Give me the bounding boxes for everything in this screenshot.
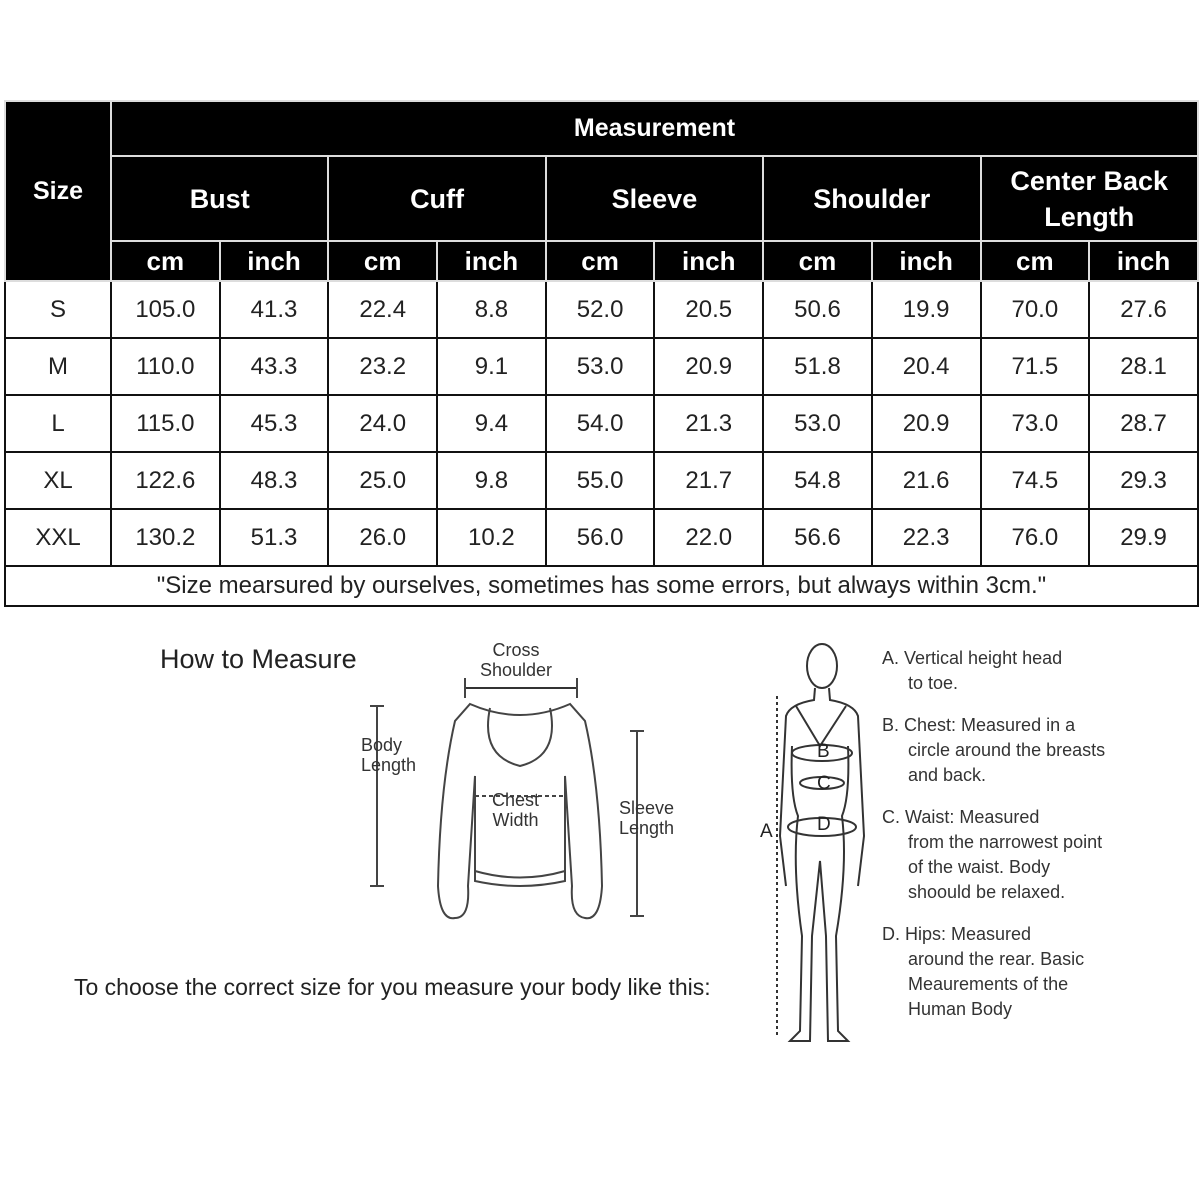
label-line: Width <box>492 810 539 830</box>
label-line: Length <box>361 755 417 775</box>
value-cell: 22.3 <box>872 509 981 566</box>
unit-header-cm: cm <box>328 241 437 281</box>
unit-header-inch: inch <box>437 241 546 281</box>
note-item <box>882 646 1112 696</box>
value-cell: 22.0 <box>654 509 763 566</box>
value-cell: 43.3 <box>220 338 329 395</box>
value-cell: 22.4 <box>328 281 437 338</box>
value-cell: 20.9 <box>654 338 763 395</box>
note-lead: D. Hips: Measured <box>882 924 1032 944</box>
group-header-cuff: Cuff <box>328 156 545 241</box>
label-line: Cross <box>492 640 540 660</box>
body-length-label <box>361 735 416 775</box>
value-cell: 19.9 <box>872 281 981 338</box>
size-chart-table <box>4 100 1199 607</box>
note-detail: circle around the breasts and back. <box>908 740 1106 785</box>
note-detail: from the narrowest point of the waist. Body shoould be relaxed. <box>908 832 1103 902</box>
value-cell: 9.8 <box>437 452 546 509</box>
marker-b: B <box>817 741 830 762</box>
value-cell: 76.0 <box>981 509 1090 566</box>
value-cell: 20.4 <box>872 338 981 395</box>
value-cell: 29.9 <box>1089 509 1198 566</box>
value-cell: 73.0 <box>981 395 1090 452</box>
value-cell: 105.0 <box>111 281 220 338</box>
instruction-text: To choose the correct size for you measure your body like this: <box>74 974 711 1000</box>
value-cell: 53.0 <box>763 395 872 452</box>
note-lead: C. Waist: Measured <box>882 807 1040 827</box>
value-cell: 20.5 <box>654 281 763 338</box>
value-cell: 25.0 <box>328 452 437 509</box>
size-cell: L <box>5 395 111 452</box>
label-line: Shoulder <box>480 660 553 680</box>
value-cell: 24.0 <box>328 395 437 452</box>
group-header-bust: Bust <box>111 156 328 241</box>
size-header: Size <box>5 101 111 281</box>
note-detail: around the rear. Basic Meaurements of the Human Body <box>908 949 1085 1019</box>
group-header-sleeve: Sleeve <box>546 156 763 241</box>
size-cell: XXL <box>5 509 111 566</box>
value-cell: 9.4 <box>437 395 546 452</box>
value-cell: 115.0 <box>111 395 220 452</box>
unit-header-inch: inch <box>220 241 329 281</box>
value-cell: 54.0 <box>546 395 655 452</box>
table-row <box>5 338 1198 395</box>
label-line: Body <box>361 735 403 755</box>
marker-d: D <box>817 814 831 835</box>
marker-a: A <box>760 821 773 842</box>
value-cell: 28.1 <box>1089 338 1198 395</box>
value-cell: 27.6 <box>1089 281 1198 338</box>
value-cell: 70.0 <box>981 281 1090 338</box>
unit-header-inch: inch <box>654 241 763 281</box>
value-cell: 122.6 <box>111 452 220 509</box>
value-cell: 20.9 <box>872 395 981 452</box>
value-cell: 71.5 <box>981 338 1090 395</box>
size-cell: M <box>5 338 111 395</box>
value-cell: 51.3 <box>220 509 329 566</box>
chest-width-label <box>492 790 539 830</box>
value-cell: 26.0 <box>328 509 437 566</box>
label-line: Chest <box>492 790 540 810</box>
value-cell: 29.3 <box>1089 452 1198 509</box>
disclaimer-note: "Size mearsured by ourselves, sometimes has some errors, but always within 3cm." <box>5 566 1198 606</box>
label-line: Sleeve <box>619 798 675 818</box>
unit-header-cm: cm <box>111 241 220 281</box>
body-figure-diagram <box>760 636 870 1056</box>
value-cell: 10.2 <box>437 509 546 566</box>
value-cell: 54.8 <box>763 452 872 509</box>
sleeve-length-label <box>619 798 674 838</box>
value-cell: 48.3 <box>220 452 329 509</box>
size-cell: S <box>5 281 111 338</box>
unit-header-inch: inch <box>872 241 981 281</box>
value-cell: 52.0 <box>546 281 655 338</box>
note-item <box>882 805 1112 905</box>
value-cell: 21.6 <box>872 452 981 509</box>
unit-header-cm: cm <box>981 241 1090 281</box>
value-cell: 53.0 <box>546 338 655 395</box>
value-cell: 8.8 <box>437 281 546 338</box>
value-cell: 41.3 <box>220 281 329 338</box>
value-cell: 23.2 <box>328 338 437 395</box>
table-row <box>5 509 1198 566</box>
unit-header-cm: cm <box>546 241 655 281</box>
how-to-measure-title: How to Measure <box>160 644 357 674</box>
unit-header-inch: inch <box>1089 241 1198 281</box>
group-header-shoulder: Shoulder <box>763 156 980 241</box>
note-item <box>882 713 1112 788</box>
value-cell: 21.7 <box>654 452 763 509</box>
value-cell: 45.3 <box>220 395 329 452</box>
note-detail: to toe. <box>908 673 959 693</box>
value-cell: 55.0 <box>546 452 655 509</box>
group-header-center-back-length: Center Back Length <box>981 156 1198 241</box>
note-lead: A. Vertical height head <box>882 648 1063 668</box>
value-cell: 56.6 <box>763 509 872 566</box>
value-cell: 21.3 <box>654 395 763 452</box>
measurement-notes <box>882 646 1112 1039</box>
marker-c: C <box>817 773 831 794</box>
value-cell: 74.5 <box>981 452 1090 509</box>
measurement-header: Measurement <box>111 101 1198 156</box>
table-row <box>5 281 1198 338</box>
value-cell: 56.0 <box>546 509 655 566</box>
label-line: Length <box>619 818 675 838</box>
value-cell: 50.6 <box>763 281 872 338</box>
value-cell: 130.2 <box>111 509 220 566</box>
table-row <box>5 395 1198 452</box>
value-cell: 28.7 <box>1089 395 1198 452</box>
note-row <box>5 566 1198 606</box>
note-lead: B. Chest: Measured in a <box>882 715 1076 735</box>
size-cell: XL <box>5 452 111 509</box>
value-cell: 9.1 <box>437 338 546 395</box>
note-item <box>882 922 1112 1022</box>
table-row <box>5 452 1198 509</box>
unit-header-cm: cm <box>763 241 872 281</box>
cross-shoulder-label <box>480 640 552 680</box>
value-cell: 51.8 <box>763 338 872 395</box>
value-cell: 110.0 <box>111 338 220 395</box>
